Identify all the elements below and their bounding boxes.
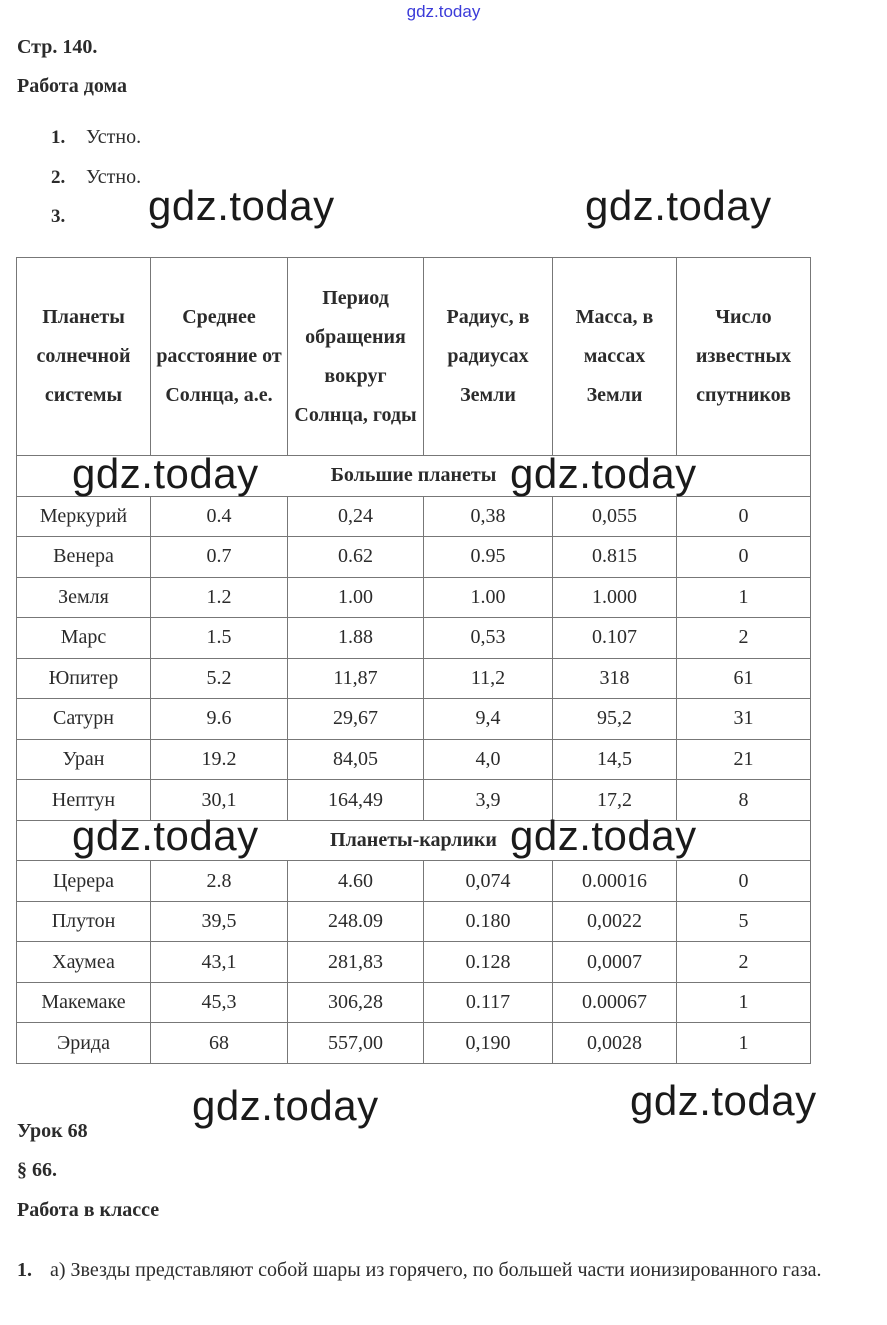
table-cell: 2 — [677, 618, 811, 659]
section-title: Большие планеты — [17, 456, 811, 497]
table-cell: 3,9 — [424, 780, 553, 821]
table-row — [17, 496, 811, 537]
classwork-title: Работа в классе — [17, 1199, 160, 1221]
table-cell: 5.2 — [151, 658, 288, 699]
table-cell: 0.00016 — [553, 861, 677, 902]
table-cell: 29,67 — [288, 699, 424, 740]
table-cell: 11,2 — [424, 658, 553, 699]
watermark: gdz.today — [630, 1077, 817, 1124]
table-row — [17, 537, 811, 578]
classwork-item-number: 1. — [17, 1259, 32, 1281]
planet-name-cell: Меркурий — [17, 496, 151, 537]
table-cell: 0.7 — [151, 537, 288, 578]
section-title: Планеты-карлики — [17, 820, 811, 861]
table-cell: 1.2 — [151, 577, 288, 618]
planet-name-cell: Хаумеа — [17, 942, 151, 983]
table-cell: 1 — [677, 982, 811, 1023]
planet-name-cell: Нептун — [17, 780, 151, 821]
table-row — [17, 618, 811, 659]
list-item-number: 2. — [51, 167, 66, 188]
table-row — [17, 1023, 811, 1064]
table-cell: 1.000 — [553, 577, 677, 618]
table-cell: 4,0 — [424, 739, 553, 780]
table-row — [17, 982, 811, 1023]
homework-title: Работа дома — [17, 75, 127, 97]
planet-name-cell: Венера — [17, 537, 151, 578]
table-cell: 0,0022 — [553, 901, 677, 942]
list-item-text: Устно. — [86, 166, 142, 188]
table-cell: 0,53 — [424, 618, 553, 659]
table-cell: 0.00067 — [553, 982, 677, 1023]
table-cell: 84,05 — [288, 739, 424, 780]
table-cell: 0.128 — [424, 942, 553, 983]
table-cell: 21 — [677, 739, 811, 780]
table-cell: 43,1 — [151, 942, 288, 983]
table-cell: 0,190 — [424, 1023, 553, 1064]
planet-name-cell: Юпитер — [17, 658, 151, 699]
table-cell: 0.4 — [151, 496, 288, 537]
table-row — [17, 739, 811, 780]
paragraph-ref: § 66. — [17, 1159, 57, 1181]
table-cell: 248.09 — [288, 901, 424, 942]
table-cell: 31 — [677, 699, 811, 740]
table-cell: 0.180 — [424, 901, 553, 942]
table-cell: 9,4 — [424, 699, 553, 740]
table-cell: 17,2 — [553, 780, 677, 821]
lesson-title: Урок 68 — [17, 1120, 88, 1142]
table-cell: 68 — [151, 1023, 288, 1064]
table-cell: 164,49 — [288, 780, 424, 821]
table-cell: 11,87 — [288, 658, 424, 699]
table-row — [17, 699, 811, 740]
table-cell: 306,28 — [288, 982, 424, 1023]
table-row — [17, 658, 811, 699]
table-cell: 0,074 — [424, 861, 553, 902]
planet-name-cell: Сатурн — [17, 699, 151, 740]
table-cell: 0 — [677, 861, 811, 902]
column-header: Среднее расстояние от Солнца, а.е. — [151, 258, 288, 456]
page-ref: Стр. 140. — [17, 36, 98, 58]
column-header: Планеты солнечной системы — [17, 258, 151, 456]
planets-table — [16, 257, 811, 1064]
table-cell: 39,5 — [151, 901, 288, 942]
table-cell: 30,1 — [151, 780, 288, 821]
table-cell: 5 — [677, 901, 811, 942]
site-mark: gdz.today — [406, 2, 481, 21]
table-cell: 95,2 — [553, 699, 677, 740]
planet-name-cell: Уран — [17, 739, 151, 780]
watermark: gdz.today — [72, 812, 259, 859]
table-cell: 1 — [677, 577, 811, 618]
table-cell: 0.107 — [553, 618, 677, 659]
table-cell: 45,3 — [151, 982, 288, 1023]
table-cell: 0,0028 — [553, 1023, 677, 1064]
table-cell: 0.815 — [553, 537, 677, 578]
table-cell: 0,38 — [424, 496, 553, 537]
table-cell: 19.2 — [151, 739, 288, 780]
planet-name-cell: Церера — [17, 861, 151, 902]
table-cell: 281,83 — [288, 942, 424, 983]
column-header: Масса, в массах Земли — [553, 258, 677, 456]
table-cell: 61 — [677, 658, 811, 699]
table-cell: 1.00 — [288, 577, 424, 618]
column-header: Радиус, в радиусах Земли — [424, 258, 553, 456]
column-header: Число известных спутников — [677, 258, 811, 456]
table-cell: 0 — [677, 537, 811, 578]
table-cell: 2 — [677, 942, 811, 983]
classwork-item-text: а) Звезды представляют собой шары из горячего, по большей части ионизированного газа. — [50, 1259, 822, 1281]
table-cell: 1.88 — [288, 618, 424, 659]
table-cell: 557,00 — [288, 1023, 424, 1064]
table-cell: 8 — [677, 780, 811, 821]
planet-name-cell: Эрида — [17, 1023, 151, 1064]
table-row — [17, 901, 811, 942]
table-row — [17, 861, 811, 902]
table-cell: 0,24 — [288, 496, 424, 537]
watermark: gdz.today — [510, 450, 697, 497]
watermark: gdz.today — [585, 182, 772, 229]
table-cell: 0.95 — [424, 537, 553, 578]
list-item-number: 3. — [51, 206, 66, 227]
list-item-number: 1. — [51, 127, 66, 148]
table-cell: 0 — [677, 496, 811, 537]
table-row — [17, 942, 811, 983]
watermark: gdz.today — [510, 812, 697, 859]
planet-name-cell: Марс — [17, 618, 151, 659]
table-cell: 9.6 — [151, 699, 288, 740]
table-cell: 4.60 — [288, 861, 424, 902]
watermark: gdz.today — [148, 182, 335, 229]
table-cell: 14,5 — [553, 739, 677, 780]
table-row — [17, 577, 811, 618]
watermark: gdz.today — [192, 1082, 379, 1129]
table-cell: 0,0007 — [553, 942, 677, 983]
table-cell: 1.00 — [424, 577, 553, 618]
table-cell: 1.5 — [151, 618, 288, 659]
planet-name-cell: Земля — [17, 577, 151, 618]
table-cell: 2.8 — [151, 861, 288, 902]
table-cell: 1 — [677, 1023, 811, 1064]
planet-name-cell: Макемаке — [17, 982, 151, 1023]
table-cell: 0,055 — [553, 496, 677, 537]
list-item-text: Устно. — [86, 126, 142, 148]
table-header-row — [17, 258, 811, 456]
table-cell: 0.117 — [424, 982, 553, 1023]
watermark: gdz.today — [72, 450, 259, 497]
column-header: Период обращения вокруг Солнца, годы — [288, 258, 424, 456]
table-cell: 318 — [553, 658, 677, 699]
planet-name-cell: Плутон — [17, 901, 151, 942]
table-cell: 0.62 — [288, 537, 424, 578]
